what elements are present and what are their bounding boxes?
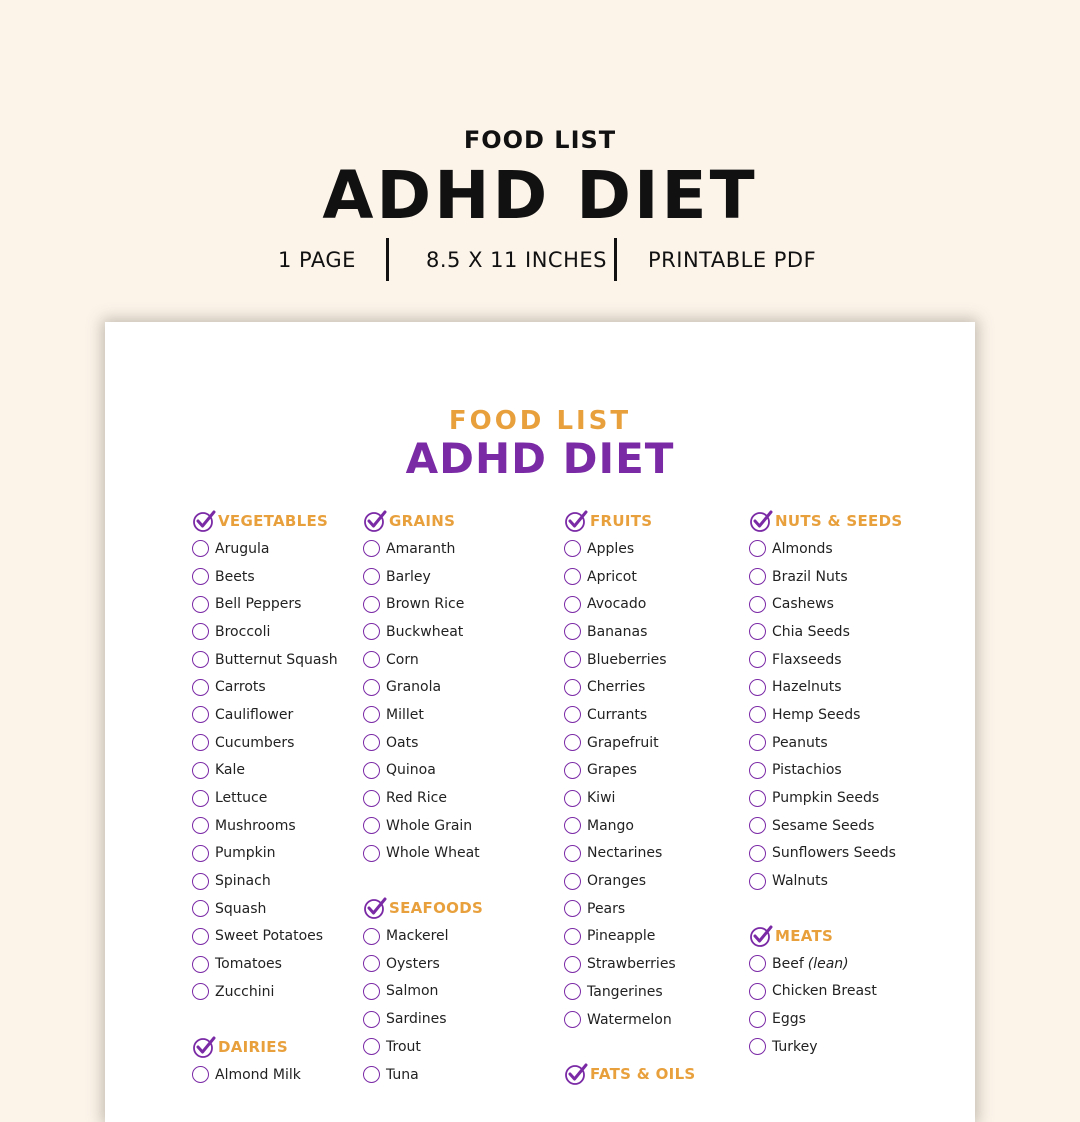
empty-circle-icon[interactable] bbox=[564, 928, 581, 945]
empty-circle-icon[interactable] bbox=[192, 873, 209, 890]
food-item-label: Sardines bbox=[386, 1011, 447, 1028]
food-item-label: Corn bbox=[386, 651, 419, 668]
food-item[interactable] bbox=[749, 867, 939, 895]
empty-circle-icon[interactable] bbox=[564, 706, 581, 723]
empty-circle-icon[interactable] bbox=[192, 679, 209, 696]
food-item-label: Kiwi bbox=[587, 790, 616, 807]
empty-circle-icon[interactable] bbox=[749, 734, 766, 751]
food-item[interactable] bbox=[363, 1005, 553, 1033]
food-item-label: Squash bbox=[215, 900, 267, 917]
food-item-label: Brown Rice bbox=[386, 596, 465, 613]
food-item-label: Apricot bbox=[587, 568, 637, 585]
empty-circle-icon[interactable] bbox=[192, 734, 209, 751]
category-heading bbox=[192, 1033, 382, 1061]
empty-circle-icon[interactable] bbox=[363, 1038, 380, 1055]
empty-circle-icon[interactable] bbox=[749, 568, 766, 585]
empty-circle-icon[interactable] bbox=[749, 762, 766, 779]
food-item[interactable] bbox=[564, 563, 754, 591]
empty-circle-icon[interactable] bbox=[363, 845, 380, 862]
empty-circle-icon[interactable] bbox=[363, 734, 380, 751]
food-item[interactable] bbox=[192, 978, 382, 1006]
food-item-label: Sesame Seeds bbox=[772, 817, 875, 834]
food-item-label: Brazil Nuts bbox=[772, 568, 848, 585]
empty-circle-icon[interactable] bbox=[363, 1011, 380, 1028]
food-item[interactable] bbox=[564, 757, 754, 785]
empty-circle-icon[interactable] bbox=[192, 928, 209, 945]
empty-circle-icon[interactable] bbox=[749, 623, 766, 640]
empty-circle-icon[interactable] bbox=[363, 568, 380, 585]
food-item[interactable] bbox=[363, 922, 553, 950]
category-label: NUTS & SEEDS bbox=[775, 512, 903, 530]
food-item[interactable] bbox=[749, 673, 939, 701]
empty-circle-icon[interactable] bbox=[192, 900, 209, 917]
category-spacer bbox=[564, 1033, 754, 1060]
food-item-label: Watermelon bbox=[587, 1011, 672, 1028]
food-item[interactable] bbox=[192, 757, 382, 785]
empty-circle-icon[interactable] bbox=[749, 1011, 766, 1028]
food-item-label: Avocado bbox=[587, 596, 647, 613]
food-item-label: Pumpkin bbox=[215, 845, 276, 862]
food-item[interactable] bbox=[564, 978, 754, 1006]
empty-circle-icon[interactable] bbox=[564, 596, 581, 613]
meta-format: PRINTABLE PDF bbox=[648, 248, 817, 272]
empty-circle-icon[interactable] bbox=[564, 845, 581, 862]
meta-divider bbox=[614, 238, 617, 281]
food-item[interactable] bbox=[192, 840, 382, 868]
category-heading bbox=[564, 507, 754, 535]
empty-circle-icon[interactable] bbox=[192, 568, 209, 585]
food-item-label: Pistachios bbox=[772, 762, 842, 779]
category-label: VEGETABLES bbox=[218, 512, 329, 530]
sheet-title: ADHD DIET bbox=[405, 434, 675, 483]
empty-circle-icon[interactable] bbox=[192, 596, 209, 613]
food-item[interactable] bbox=[192, 867, 382, 895]
food-item-label: Mackerel bbox=[386, 928, 449, 945]
food-item-label: Grapes bbox=[587, 762, 637, 779]
category-label: SEAFOODS bbox=[389, 899, 484, 918]
empty-circle-icon[interactable] bbox=[564, 568, 581, 585]
food-item-label: Butternut Squash bbox=[215, 651, 338, 668]
category-heading bbox=[363, 507, 553, 535]
food-item[interactable] bbox=[363, 1033, 553, 1061]
food-item-label: Bananas bbox=[587, 623, 648, 640]
food-item-label: Pumpkin Seeds bbox=[772, 790, 880, 807]
food-item-label: Carrots bbox=[215, 679, 266, 696]
food-item-label: Oats bbox=[386, 734, 419, 751]
food-item-label: Turkey bbox=[772, 1038, 818, 1055]
food-item-label: Zucchini bbox=[215, 983, 275, 1000]
food-item-label: Barley bbox=[386, 568, 431, 585]
empty-circle-icon[interactable] bbox=[363, 651, 380, 668]
empty-circle-icon[interactable] bbox=[564, 790, 581, 807]
empty-circle-icon[interactable] bbox=[564, 623, 581, 640]
food-item-label: Oranges bbox=[587, 873, 647, 890]
food-item[interactable] bbox=[749, 701, 939, 729]
food-item-label: Hazelnuts bbox=[772, 679, 842, 696]
food-item-label: Almonds bbox=[772, 540, 833, 557]
empty-circle-icon[interactable] bbox=[749, 873, 766, 890]
food-item[interactable] bbox=[192, 563, 382, 591]
empty-circle-icon[interactable] bbox=[749, 790, 766, 807]
check-circle-icon bbox=[192, 509, 216, 533]
food-item-label: Cucumbers bbox=[215, 734, 295, 751]
food-item[interactable] bbox=[363, 618, 553, 646]
empty-circle-icon[interactable] bbox=[749, 845, 766, 862]
food-item-label: Mushrooms bbox=[215, 817, 296, 834]
food-item-label: Walnuts bbox=[772, 873, 828, 890]
food-item-label: Chicken Breast bbox=[772, 983, 877, 1000]
food-item-label: Almond Milk bbox=[215, 1066, 301, 1083]
food-item-label: Kale bbox=[215, 762, 246, 779]
food-item[interactable] bbox=[749, 563, 939, 591]
empty-circle-icon[interactable] bbox=[363, 817, 380, 834]
food-item[interactable] bbox=[363, 978, 553, 1006]
food-item[interactable] bbox=[749, 950, 939, 978]
category-label: MEATS bbox=[775, 926, 834, 945]
empty-circle-icon[interactable] bbox=[749, 679, 766, 696]
category-heading bbox=[363, 894, 553, 922]
category-spacer bbox=[192, 1006, 382, 1033]
food-item-label: Currants bbox=[587, 706, 648, 723]
empty-circle-icon[interactable] bbox=[564, 651, 581, 668]
category-spacer bbox=[363, 867, 553, 894]
sheet-subtitle: FOOD LIST bbox=[448, 406, 632, 436]
food-item-label: Trout bbox=[386, 1038, 421, 1055]
category-label: GRAINS bbox=[389, 512, 456, 530]
empty-circle-icon[interactable] bbox=[749, 817, 766, 834]
food-item-label: Lettuce bbox=[215, 790, 268, 807]
food-item[interactable] bbox=[192, 618, 382, 646]
food-item-label: Tangerines bbox=[587, 983, 663, 1000]
empty-circle-icon[interactable] bbox=[749, 955, 766, 972]
food-item[interactable] bbox=[363, 646, 553, 674]
food-item-label: Peanuts bbox=[772, 734, 828, 751]
category-heading bbox=[192, 507, 382, 535]
empty-circle-icon[interactable] bbox=[363, 679, 380, 696]
printable-sheet bbox=[105, 322, 975, 1122]
food-item[interactable] bbox=[564, 673, 754, 701]
food-item[interactable] bbox=[749, 1033, 939, 1061]
food-item-label: Tuna bbox=[386, 1066, 419, 1083]
food-item[interactable] bbox=[564, 701, 754, 729]
empty-circle-icon[interactable] bbox=[192, 956, 209, 973]
food-item[interactable] bbox=[749, 978, 939, 1006]
meta-size: 8.5 X 11 INCHES bbox=[426, 248, 607, 272]
food-item[interactable] bbox=[192, 923, 382, 951]
food-item[interactable] bbox=[749, 840, 939, 868]
food-item-label: Amaranth bbox=[386, 540, 456, 557]
food-item[interactable] bbox=[192, 895, 382, 923]
food-item[interactable] bbox=[363, 673, 553, 701]
category-label: FATS & OILS bbox=[590, 1065, 696, 1084]
food-item-label: Sunflowers Seeds bbox=[772, 845, 896, 862]
food-item-label: Cauliflower bbox=[215, 706, 294, 723]
food-item-label: Quinoa bbox=[386, 762, 436, 779]
empty-circle-icon[interactable] bbox=[192, 983, 209, 1000]
food-item[interactable] bbox=[363, 590, 553, 618]
empty-circle-icon[interactable] bbox=[363, 928, 380, 945]
food-item[interactable] bbox=[564, 618, 754, 646]
check-circle-icon bbox=[749, 509, 773, 533]
empty-circle-icon[interactable] bbox=[564, 1011, 581, 1028]
empty-circle-icon[interactable] bbox=[564, 734, 581, 751]
food-column bbox=[564, 507, 754, 1088]
food-item-label: Flaxseeds bbox=[772, 651, 842, 668]
check-circle-icon bbox=[564, 1062, 588, 1086]
check-circle-icon bbox=[363, 509, 387, 533]
food-column bbox=[192, 507, 382, 1088]
food-item[interactable] bbox=[192, 729, 382, 757]
empty-circle-icon[interactable] bbox=[749, 983, 766, 1000]
food-item-label: Spinach bbox=[215, 873, 271, 890]
empty-circle-icon[interactable] bbox=[564, 983, 581, 1000]
check-circle-icon bbox=[749, 924, 773, 948]
empty-circle-icon[interactable] bbox=[363, 1066, 380, 1083]
food-item-label: Oysters bbox=[386, 955, 440, 972]
empty-circle-icon[interactable] bbox=[564, 956, 581, 973]
food-item[interactable] bbox=[363, 784, 553, 812]
food-item[interactable] bbox=[363, 812, 553, 840]
category-spacer bbox=[749, 895, 939, 922]
food-item[interactable] bbox=[363, 729, 553, 757]
meta-divider bbox=[386, 238, 389, 281]
food-item[interactable] bbox=[749, 535, 939, 563]
food-item[interactable] bbox=[564, 840, 754, 868]
food-item-label: Broccoli bbox=[215, 623, 271, 640]
empty-circle-icon[interactable] bbox=[192, 817, 209, 834]
food-item-label: Whole Wheat bbox=[386, 845, 480, 862]
food-item[interactable] bbox=[564, 895, 754, 923]
food-item-label: Cashews bbox=[772, 596, 834, 613]
empty-circle-icon[interactable] bbox=[749, 706, 766, 723]
food-item-label: Arugula bbox=[215, 540, 270, 557]
food-item-label: Blueberries bbox=[587, 651, 667, 668]
food-item-label: Granola bbox=[386, 679, 442, 696]
check-circle-icon bbox=[192, 1035, 216, 1059]
empty-circle-icon[interactable] bbox=[363, 762, 380, 779]
food-item[interactable] bbox=[564, 923, 754, 951]
empty-circle-icon[interactable] bbox=[564, 679, 581, 696]
food-item-label: Red Rice bbox=[386, 790, 447, 807]
food-item[interactable] bbox=[363, 563, 553, 591]
food-item[interactable] bbox=[749, 812, 939, 840]
check-circle-icon bbox=[363, 896, 387, 920]
food-item[interactable] bbox=[363, 535, 553, 563]
header-title: ADHD DIET bbox=[322, 157, 758, 234]
empty-circle-icon[interactable] bbox=[564, 540, 581, 557]
category-heading bbox=[749, 922, 939, 950]
food-item[interactable] bbox=[749, 757, 939, 785]
empty-circle-icon[interactable] bbox=[192, 1066, 209, 1083]
food-item-label: Chia Seeds bbox=[772, 623, 850, 640]
food-item[interactable] bbox=[363, 840, 553, 868]
food-item-label: Nectarines bbox=[587, 845, 663, 862]
category-heading bbox=[749, 507, 939, 535]
food-item[interactable] bbox=[749, 590, 939, 618]
food-item[interactable] bbox=[564, 646, 754, 674]
food-item[interactable] bbox=[192, 784, 382, 812]
empty-circle-icon[interactable] bbox=[192, 845, 209, 862]
food-item[interactable] bbox=[363, 950, 553, 978]
empty-circle-icon[interactable] bbox=[564, 873, 581, 890]
food-item-label: Apples bbox=[587, 540, 635, 557]
empty-circle-icon[interactable] bbox=[363, 955, 380, 972]
food-item[interactable] bbox=[363, 701, 553, 729]
food-item-label: Grapefruit bbox=[587, 734, 659, 751]
empty-circle-icon[interactable] bbox=[564, 817, 581, 834]
category-label: DAIRIES bbox=[218, 1037, 288, 1056]
food-item[interactable] bbox=[564, 590, 754, 618]
food-item-label: Beets bbox=[215, 568, 255, 585]
category-label: FRUITS bbox=[590, 512, 653, 530]
check-circle-icon bbox=[564, 509, 588, 533]
empty-circle-icon[interactable] bbox=[192, 706, 209, 723]
food-item[interactable] bbox=[564, 950, 754, 978]
food-item-label: Cherries bbox=[587, 679, 646, 696]
food-column bbox=[363, 507, 553, 1088]
empty-circle-icon[interactable] bbox=[192, 623, 209, 640]
food-item[interactable] bbox=[564, 729, 754, 757]
food-column bbox=[749, 507, 939, 1061]
food-item[interactable] bbox=[749, 646, 939, 674]
header-subtitle: FOOD LIST bbox=[463, 126, 617, 154]
empty-circle-icon[interactable] bbox=[192, 762, 209, 779]
food-item[interactable] bbox=[192, 1061, 382, 1089]
food-item[interactable] bbox=[749, 1005, 939, 1033]
food-item[interactable] bbox=[192, 812, 382, 840]
empty-circle-icon[interactable] bbox=[363, 790, 380, 807]
empty-circle-icon[interactable] bbox=[564, 762, 581, 779]
meta-pages: 1 PAGE bbox=[278, 248, 356, 272]
empty-circle-icon[interactable] bbox=[363, 540, 380, 557]
food-item-label: Pears bbox=[587, 900, 626, 917]
food-item[interactable] bbox=[749, 729, 939, 757]
empty-circle-icon[interactable] bbox=[749, 1038, 766, 1055]
food-item[interactable] bbox=[192, 673, 382, 701]
food-item[interactable] bbox=[363, 757, 553, 785]
empty-circle-icon[interactable] bbox=[564, 900, 581, 917]
empty-circle-icon[interactable] bbox=[192, 540, 209, 557]
food-item-label: Bell Peppers bbox=[215, 596, 302, 613]
food-item-label: Buckwheat bbox=[386, 623, 464, 640]
food-item[interactable] bbox=[564, 784, 754, 812]
empty-circle-icon[interactable] bbox=[192, 790, 209, 807]
food-item-label: Salmon bbox=[386, 983, 439, 1000]
food-item-label: Millet bbox=[386, 706, 424, 723]
empty-circle-icon[interactable] bbox=[749, 596, 766, 613]
food-item[interactable] bbox=[564, 867, 754, 895]
food-item[interactable] bbox=[192, 701, 382, 729]
food-item-label: Strawberries bbox=[587, 956, 676, 973]
food-item[interactable] bbox=[564, 1006, 754, 1034]
food-item[interactable] bbox=[749, 618, 939, 646]
food-item[interactable] bbox=[192, 950, 382, 978]
food-item-label: Beef bbox=[772, 955, 804, 972]
category-heading bbox=[564, 1060, 754, 1088]
food-item[interactable] bbox=[363, 1061, 553, 1089]
food-item-label: Sweet Potatoes bbox=[215, 928, 324, 945]
empty-circle-icon[interactable] bbox=[749, 651, 766, 668]
food-item-label: Tomatoes bbox=[215, 956, 282, 973]
food-item-label: Mango bbox=[587, 817, 634, 834]
food-item[interactable] bbox=[192, 590, 382, 618]
food-item-note: (lean) bbox=[807, 955, 849, 972]
food-item[interactable] bbox=[749, 784, 939, 812]
food-item-label: Whole Grain bbox=[386, 817, 473, 834]
empty-circle-icon[interactable] bbox=[363, 596, 380, 613]
empty-circle-icon[interactable] bbox=[363, 983, 380, 1000]
food-item[interactable] bbox=[192, 535, 382, 563]
empty-circle-icon[interactable] bbox=[363, 623, 380, 640]
food-item-label: Eggs bbox=[772, 1011, 806, 1028]
food-item[interactable] bbox=[564, 812, 754, 840]
food-item-label: Hemp Seeds bbox=[772, 706, 861, 723]
food-item[interactable] bbox=[192, 646, 382, 674]
food-item[interactable] bbox=[564, 535, 754, 563]
food-item-label: Pineapple bbox=[587, 928, 656, 945]
empty-circle-icon[interactable] bbox=[363, 706, 380, 723]
empty-circle-icon[interactable] bbox=[192, 651, 209, 668]
empty-circle-icon[interactable] bbox=[749, 540, 766, 557]
